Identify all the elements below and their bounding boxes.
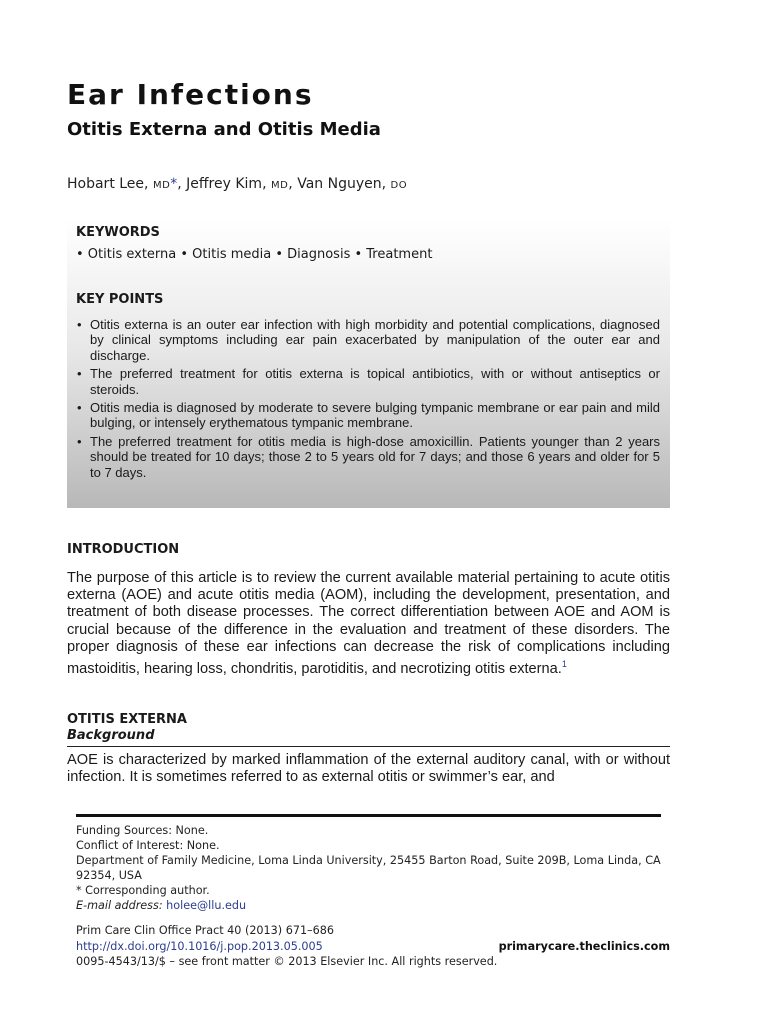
corresponding-author-mark[interactable]: *: [170, 176, 178, 192]
key-point-item: [76, 366, 660, 397]
background-subheading: Background: [67, 728, 155, 743]
article-title: Ear Infections: [67, 78, 314, 111]
doi-row: [76, 939, 670, 955]
key-point-text: The preferred treatment for otitis externa is topical antibiotics, with or without antiseptics or steroids.: [90, 366, 660, 397]
conflict-note: Conflict of Interest: None.: [76, 839, 220, 852]
doi-link[interactable]: http://dx.doi.org/10.1016/j.pop.2013.05.005: [76, 939, 323, 953]
copyright-note: 0095-4543/13/$ – see front matter © 2013 Elsevier Inc. All rights reserved.: [76, 955, 498, 969]
author-degree: MD: [270, 180, 289, 191]
affiliation-note: Department of Family Medicine, Loma Linda University, 25455 Barton Road, Suite 209B, Loma Linda, CA 92354, USA: [76, 854, 661, 882]
email-note: [76, 898, 670, 913]
journal-citation: Prim Care Clin Office Pract 40 (2013) 671–686: [76, 924, 335, 937]
key-point-text: The preferred treatment for otitis media is high-dose amoxicillin. Patients younger than 2 years should be treated for 10 days; those 2 to 5 years old for 7 days; and those 6 years and older for 5 to 7 days.: [90, 433, 660, 480]
key-points-heading: KEY POINTS: [76, 292, 164, 307]
section-divider: [67, 746, 670, 747]
introduction-text: The purpose of this article is to review the current available material pertaining to acute otitis externa (AOE) and acute otitis media (AOM), including the development, presentation, and treatment of both disease processes. The correct differentiation between AOE and AOM is crucial because of the difference in the evaluation and treatment of these disorders. The proper diagnosis of these ear infections can decrease the risk of complications including mastoiditis, hearing loss, chondritis, parotiditis, and necrotizing otitis externa.: [67, 570, 670, 677]
introduction-heading: INTRODUCTION: [67, 542, 180, 557]
footnote-divider: [76, 814, 661, 817]
bullet-icon: •: [77, 366, 82, 382]
author-separator: ,: [177, 176, 182, 192]
keywords-list: • Otitis externa • Otitis media • Diagnosis • Treatment: [76, 247, 433, 262]
otitis-externa-heading: OTITIS EXTERNA: [67, 712, 187, 727]
bullet-icon: •: [77, 317, 82, 332]
key-point-item: [76, 434, 660, 480]
key-point-text: Otitis externa is an outer ear infection with high morbidity and potential complications, diagnosed by clinical symptoms including ear pain exacerbated by manipulation of the outer ear and discharge.: [90, 317, 660, 363]
key-points-list: [76, 317, 660, 480]
key-point-item: [76, 317, 660, 363]
footnotes: [76, 823, 670, 913]
email-label: E-mail address:: [76, 899, 163, 912]
journal-site-link[interactable]: primarycare.theclinics.com: [498, 939, 670, 953]
otitis-externa-paragraph: AOE is characterized by marked inflammation of the external auditory canal, with or without infection. It is sometimes referred to as external otitis or swimmer’s ear, and: [67, 752, 670, 786]
author-name: Van Nguyen,: [297, 176, 387, 192]
reference-link[interactable]: 1: [561, 659, 567, 670]
citation-block: [76, 923, 670, 970]
bullet-icon: •: [77, 433, 82, 449]
keywords-keypoints-box: [67, 219, 670, 508]
author-list: [67, 176, 407, 192]
introduction-paragraph: [67, 570, 670, 678]
author-name: Hobart Lee,: [67, 176, 149, 192]
funding-note: Funding Sources: None.: [76, 824, 209, 837]
email-link[interactable]: holee@llu.edu: [166, 899, 247, 912]
article-subtitle: Otitis Externa and Otitis Media: [67, 119, 381, 140]
author-degree: DO: [390, 180, 408, 191]
author-degree: MD: [152, 180, 171, 191]
keywords-heading: KEYWORDS: [76, 225, 160, 240]
author-separator: ,: [288, 176, 293, 192]
author-name: Jeffrey Kim,: [186, 176, 267, 192]
key-point-text: Otitis media is diagnosed by moderate to severe bulging tympanic membrane or ear pain and mild bulging, or intensely erythematous tympanic membrane.: [90, 400, 660, 431]
bullet-icon: •: [77, 400, 82, 416]
key-point-item: [76, 400, 660, 431]
corresponding-note: * Corresponding author.: [76, 884, 210, 897]
